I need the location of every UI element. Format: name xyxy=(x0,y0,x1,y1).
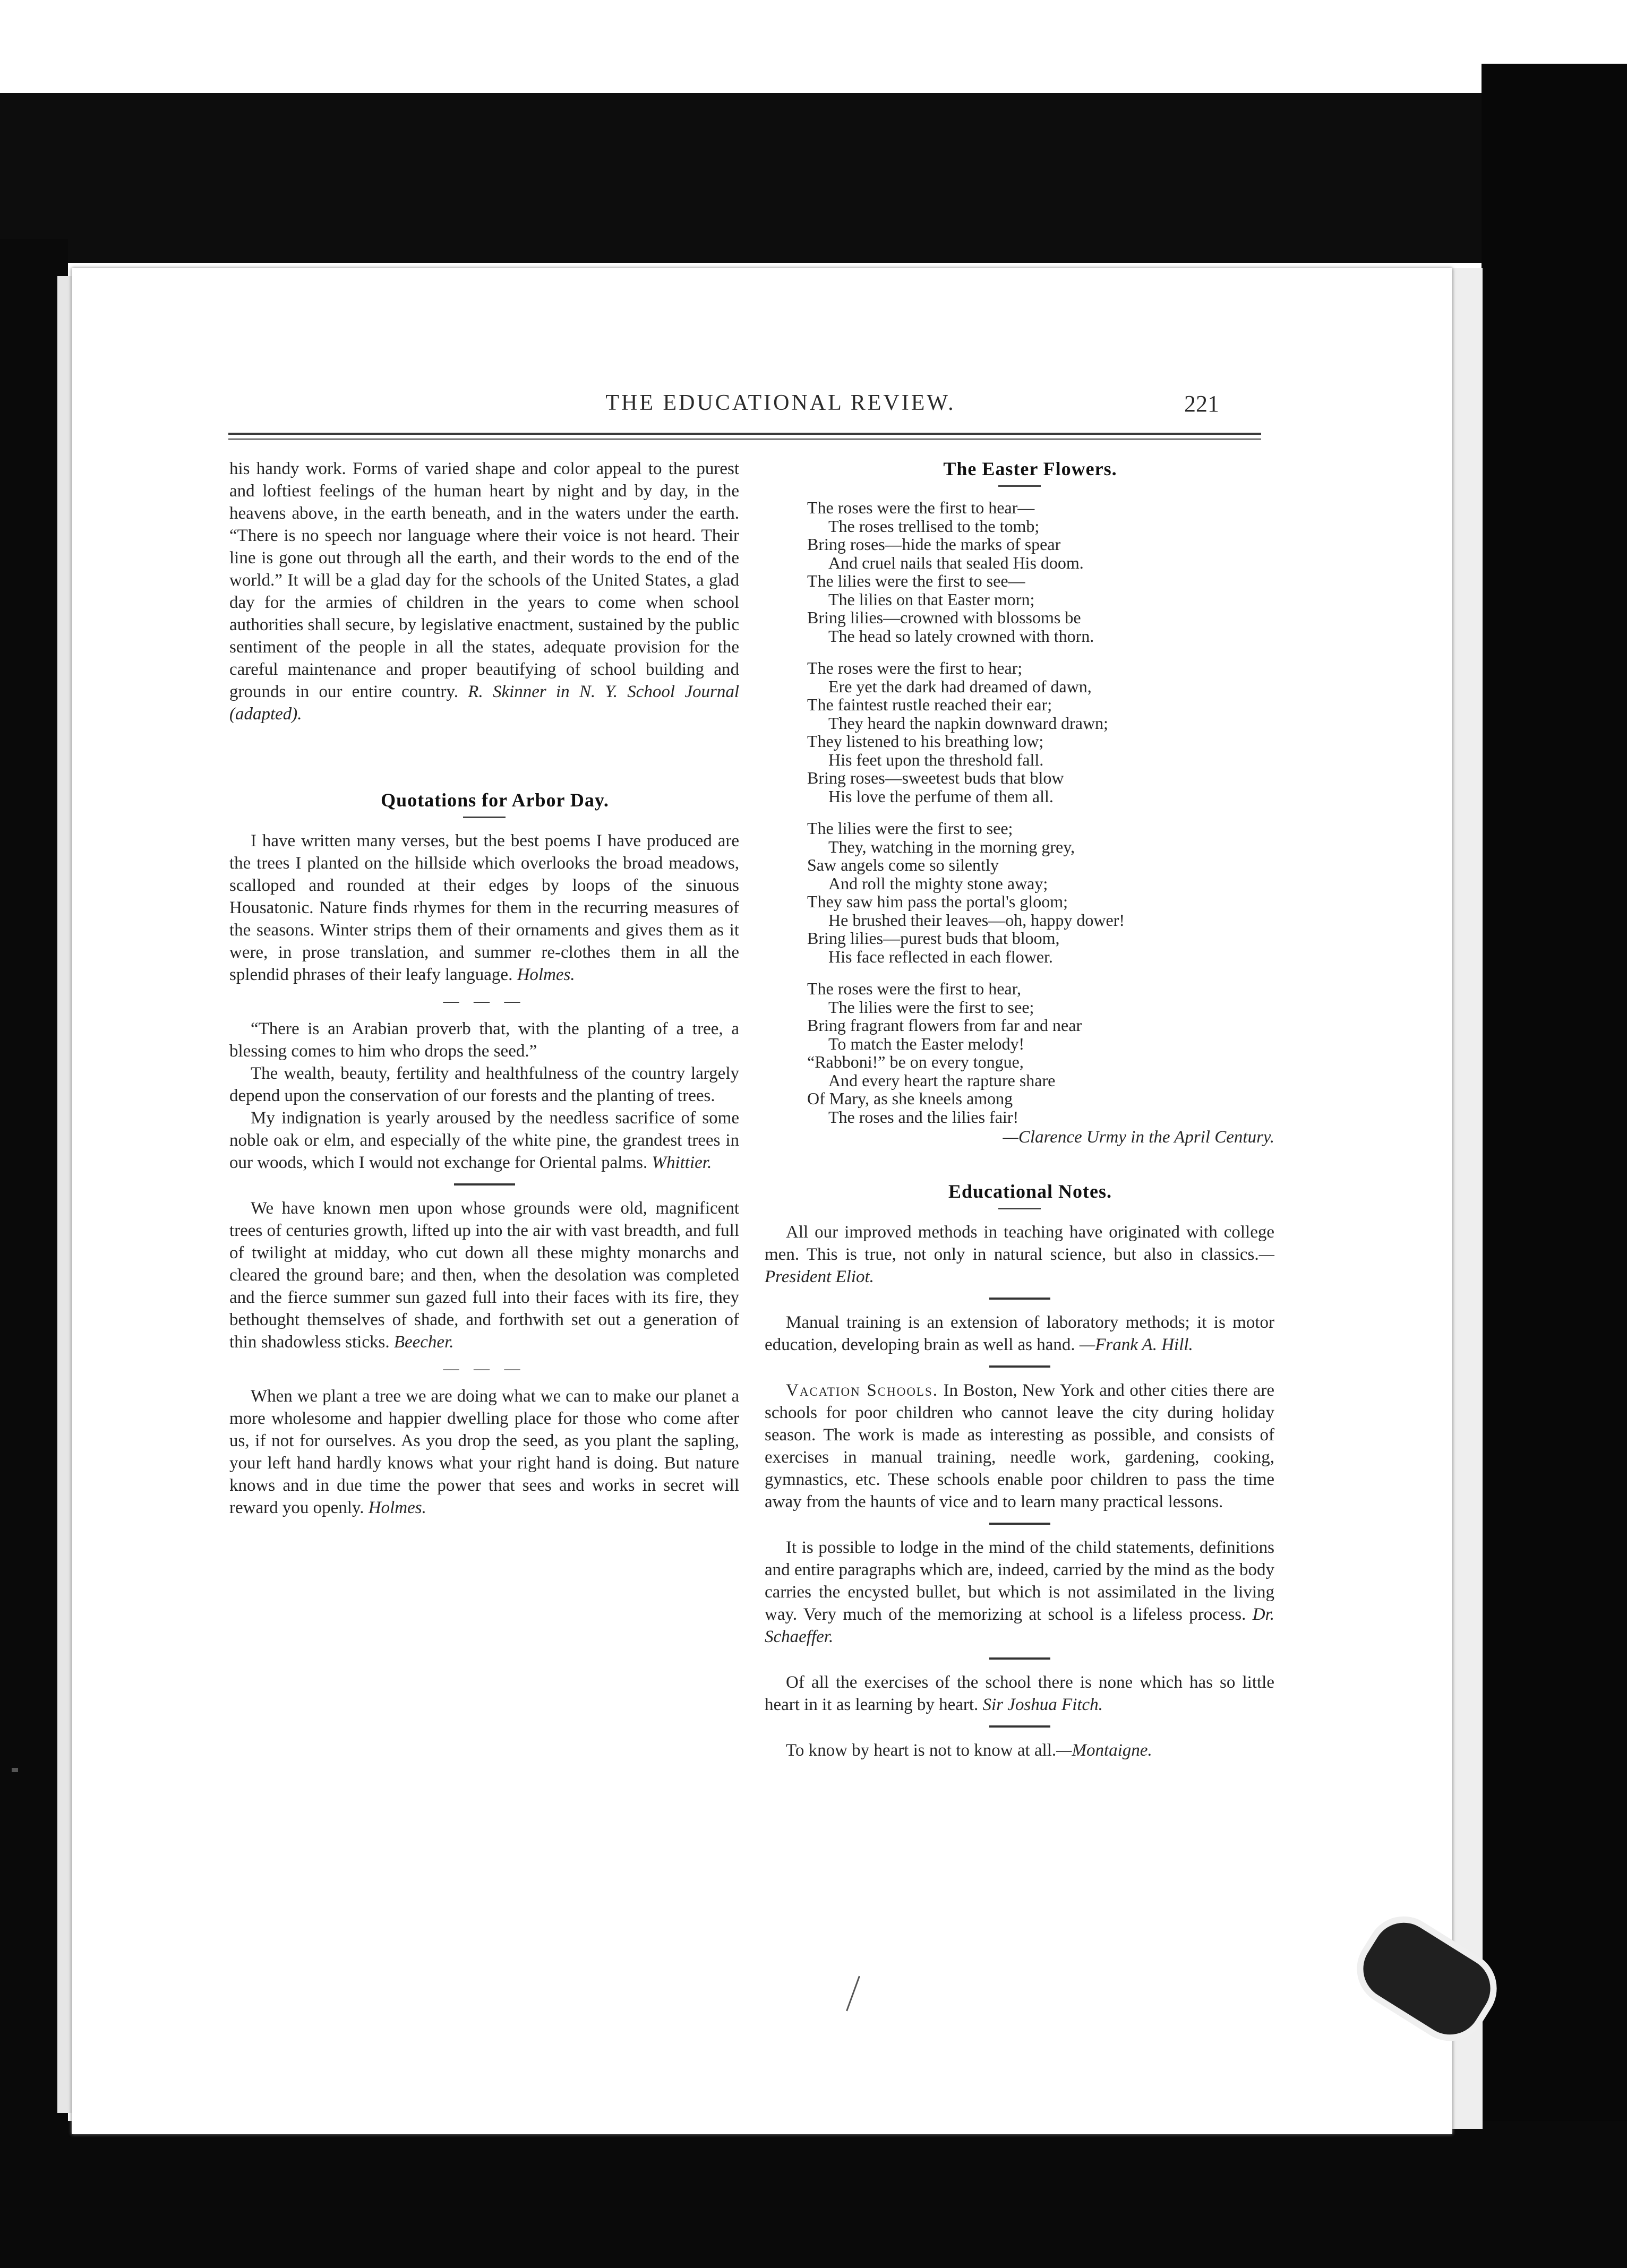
poem-line: He brushed their leaves—oh, happy dower! xyxy=(828,910,1125,930)
separator-rule xyxy=(989,1523,1050,1525)
quote-paragraph: The wealth, beauty, fertility and healthfulness of the country largely depend upon the conservation of our forests and the planting of trees. xyxy=(229,1064,739,1105)
running-title: THE EDUCATIONAL REVIEW. xyxy=(605,391,956,415)
separator-rule xyxy=(989,1725,1050,1728)
header-rule-thin xyxy=(228,439,1261,440)
poem-line: Bring lilies—purest buds that bloom, xyxy=(807,929,1060,948)
poem-line: The lilies were the first to see; xyxy=(807,819,1013,838)
poem-line: And roll the mighty stone away; xyxy=(828,873,1048,893)
opening-text: his handy work. Forms of varied shape and color appeal to the purest and loftiest feelings of the human heart by night and by day, in the heavens above, in the earth beneath, and in the waters under the earth. “There is no speech nor language where their voice is not heard. Their line is gone out through all the earth, and their words to the end of the world.” It will be a glad day for the schools of the United States, a glad day for the armies of children in the years to come when school authorities shall secure, by legislative enactment, sustained by the public sentiment of the people in all the states, adequate provision for the careful maintenance and proper beautifying of school building and grounds in our entire country. xyxy=(229,459,739,701)
note-attribution: —Montaigne. xyxy=(1056,1741,1152,1760)
page-number: 221 xyxy=(1184,391,1219,417)
separator-rule xyxy=(989,1298,1050,1300)
note-paragraph xyxy=(765,1536,1274,1648)
quote-text: I have written many verses, but the best poems I have produced are the trees I planted on the hillside which overlooks the broad meadows, scalloped and rounded at their edges by loops of the sinuous Housatonic. Nature finds rhymes for them in the recurring measures of the seasons. Winter strips them of their ornaments and gives them as it were, in prose translation, and summer re-clothes them in all the splendid phrases of their leafy language. xyxy=(229,831,739,984)
opening-paragraph xyxy=(229,458,739,725)
poem-line: Of Mary, as she kneels among xyxy=(807,1089,1013,1108)
poem-line: To match the Easter melody! xyxy=(828,1034,1025,1053)
poem-line: His feet upon the threshold fall. xyxy=(828,750,1044,769)
poem-line: The faintest rustle reached their ear; xyxy=(807,695,1052,714)
note-attribution: Dr. Schaeffer. xyxy=(765,1605,1275,1646)
dash-separator: — — — xyxy=(443,1360,526,1377)
separator-rule xyxy=(989,1657,1050,1660)
note-text: All our improved methods in teaching have originated with college men. This is true, not only in natural science, but also in classics. xyxy=(765,1223,1274,1264)
easter-poem xyxy=(807,499,1274,1126)
note-paragraph xyxy=(765,1671,1274,1716)
poem-line: His love the perfume of them all. xyxy=(828,786,1054,806)
easter-flowers-heading: The Easter Flowers. xyxy=(943,458,1117,479)
poem-line: Bring roses—sweetest buds that blow xyxy=(807,768,1064,787)
note-paragraph xyxy=(765,1311,1274,1356)
heading-rule xyxy=(998,485,1041,487)
scan-bottom-border xyxy=(0,2121,1627,2268)
poem-line: “Rabboni!” be on every tongue, xyxy=(807,1052,1024,1071)
poem-line: They heard the napkin downward drawn; xyxy=(828,713,1108,733)
note-paragraph xyxy=(765,1739,1274,1762)
educational-notes-heading: Educational Notes. xyxy=(948,1181,1112,1202)
poem-line: They saw him pass the portal's gloom; xyxy=(807,892,1068,911)
poem-attribution: —Clarence Urmy in the April Century. xyxy=(1003,1128,1274,1147)
note-attribution: Sir Joshua Fitch. xyxy=(982,1695,1103,1714)
poem-line: The roses were the first to hear, xyxy=(807,979,1021,998)
poem-line: And every heart the rapture share xyxy=(828,1070,1056,1090)
poem-line: Bring lilies—crowned with blossoms be xyxy=(807,608,1081,627)
quote-attribution: Beecher. xyxy=(393,1333,454,1352)
left-column xyxy=(229,458,739,1519)
poem-line: Bring roses—hide the marks of spear xyxy=(807,535,1061,554)
note-text: To know by heart is not to know at all. xyxy=(786,1741,1057,1760)
quote-paragraph xyxy=(229,1385,739,1519)
poem-line: The lilies were the first to see; xyxy=(828,997,1034,1017)
quote-attribution: Holmes. xyxy=(368,1498,426,1517)
heading-rule xyxy=(998,1208,1041,1209)
quotations-heading: Quotations for Arbor Day. xyxy=(381,789,609,811)
heading-rule xyxy=(463,817,506,818)
scan-shadow-band xyxy=(0,93,1529,263)
separator-rule xyxy=(454,1183,515,1185)
note-attribution: —Frank A. Hill. xyxy=(1079,1335,1193,1354)
stray-dot xyxy=(12,1768,18,1772)
poem-line: The head so lately crowned with thorn. xyxy=(828,626,1094,646)
scan-top-margin xyxy=(0,0,1627,106)
note-paragraph xyxy=(765,1221,1274,1288)
note-text: Of all the exercises of the school there is none which has so little heart in it as learning by heart. xyxy=(765,1673,1274,1714)
note-lead: Vacation Schools. xyxy=(786,1381,939,1400)
poem-line: The roses were the first to hear; xyxy=(807,658,1023,677)
note-text: In Boston, New York and other cities there are schools for poor children who cannot leave the city during holiday season. The work is made as interesting as possible, and consists of exercises in manual training, needle work, gardening, cooking, gymnastics, etc. These schools enable poor children to pass the time away from the haunts of vice and to learn many practical lessons. xyxy=(765,1381,1274,1511)
quote-attribution: Holmes. xyxy=(517,965,575,984)
quote-paragraph xyxy=(229,1197,739,1353)
poem-line: Saw angels come so silently xyxy=(807,855,999,874)
poem-line: They listened to his breathing low; xyxy=(807,732,1044,751)
quote-paragraph xyxy=(229,1107,739,1174)
note-text: Manual training is an extension of laboratory methods; it is motor education, developing brain as well as hand. xyxy=(765,1313,1274,1354)
poem-line: The roses were the first to hear— xyxy=(807,498,1035,517)
poem-line: The lilies on that Easter morn; xyxy=(828,589,1035,609)
poem-line: The lilies were the first to see— xyxy=(807,571,1025,590)
separator-rule xyxy=(989,1365,1050,1368)
header-rule xyxy=(228,433,1261,435)
quote-text: When we plant a tree we are doing what we can to make our planet a more wholesome and happier dwelling place for those who come after us, if not for ourselves. As you drop the seed, as you plant the sapling, your left hand hardly knows what your right hand is doing. But nature knows and in due time the power that sees and works in secret will reward you openly. xyxy=(229,1387,739,1517)
scan-right-border xyxy=(1482,64,1627,2268)
quote-attribution: Whittier. xyxy=(652,1153,712,1172)
poem-line: And cruel nails that sealed His doom. xyxy=(828,553,1084,572)
note-attribution: —President Eliot. xyxy=(765,1245,1274,1286)
opening-attribution: R. Skinner in N. Y. School Journal (adapted). xyxy=(229,682,739,724)
poem-line: The roses and the lilies fair! xyxy=(828,1107,1019,1127)
right-column xyxy=(765,458,1274,1762)
poem-line: The roses trellised to the tomb; xyxy=(828,516,1040,536)
poem-line: Ere yet the dark had dreamed of dawn, xyxy=(828,676,1092,696)
poem-line: Bring fragrant flowers from far and near xyxy=(807,1016,1082,1035)
quote-text: We have known men upon whose grounds were old, magnificent trees of centuries growth, lifted up into the air with vast breadth, and full of twilight at midday, who cut down all these mighty monarchs and cleared the ground bare; and then, when the desolation was completed and the fierce summer sun gazed full into their faces with its fire, they bethought themselves of shade, and forthwith set out a generation of thin shadowless sticks. xyxy=(229,1199,739,1352)
note-paragraph xyxy=(765,1379,1274,1513)
poem-line: His face reflected in each flower. xyxy=(828,947,1053,966)
note-text: It is possible to lodge in the mind of the child statements, definitions and entire paragraphs which are, indeed, carried by the mind as the body carries the encysted bullet, but which is not assimilated in the living way. Very much of the memorizing at school is a lifeless process. xyxy=(765,1538,1274,1624)
poem-line: They, watching in the morning grey, xyxy=(828,837,1075,856)
dash-separator: — — — xyxy=(443,992,526,1010)
quote-paragraph: “There is an Arabian proverb that, with the planting of a tree, a blessing comes to him who drops the seed.” xyxy=(229,1019,739,1061)
quote-paragraph xyxy=(229,830,739,986)
quote-text: My indignation is yearly aroused by the needless sacrifice of some noble oak or elm, and especially of the white pine, the grandest trees in our woods, which I would not exchange for Oriental palms. xyxy=(229,1109,739,1172)
